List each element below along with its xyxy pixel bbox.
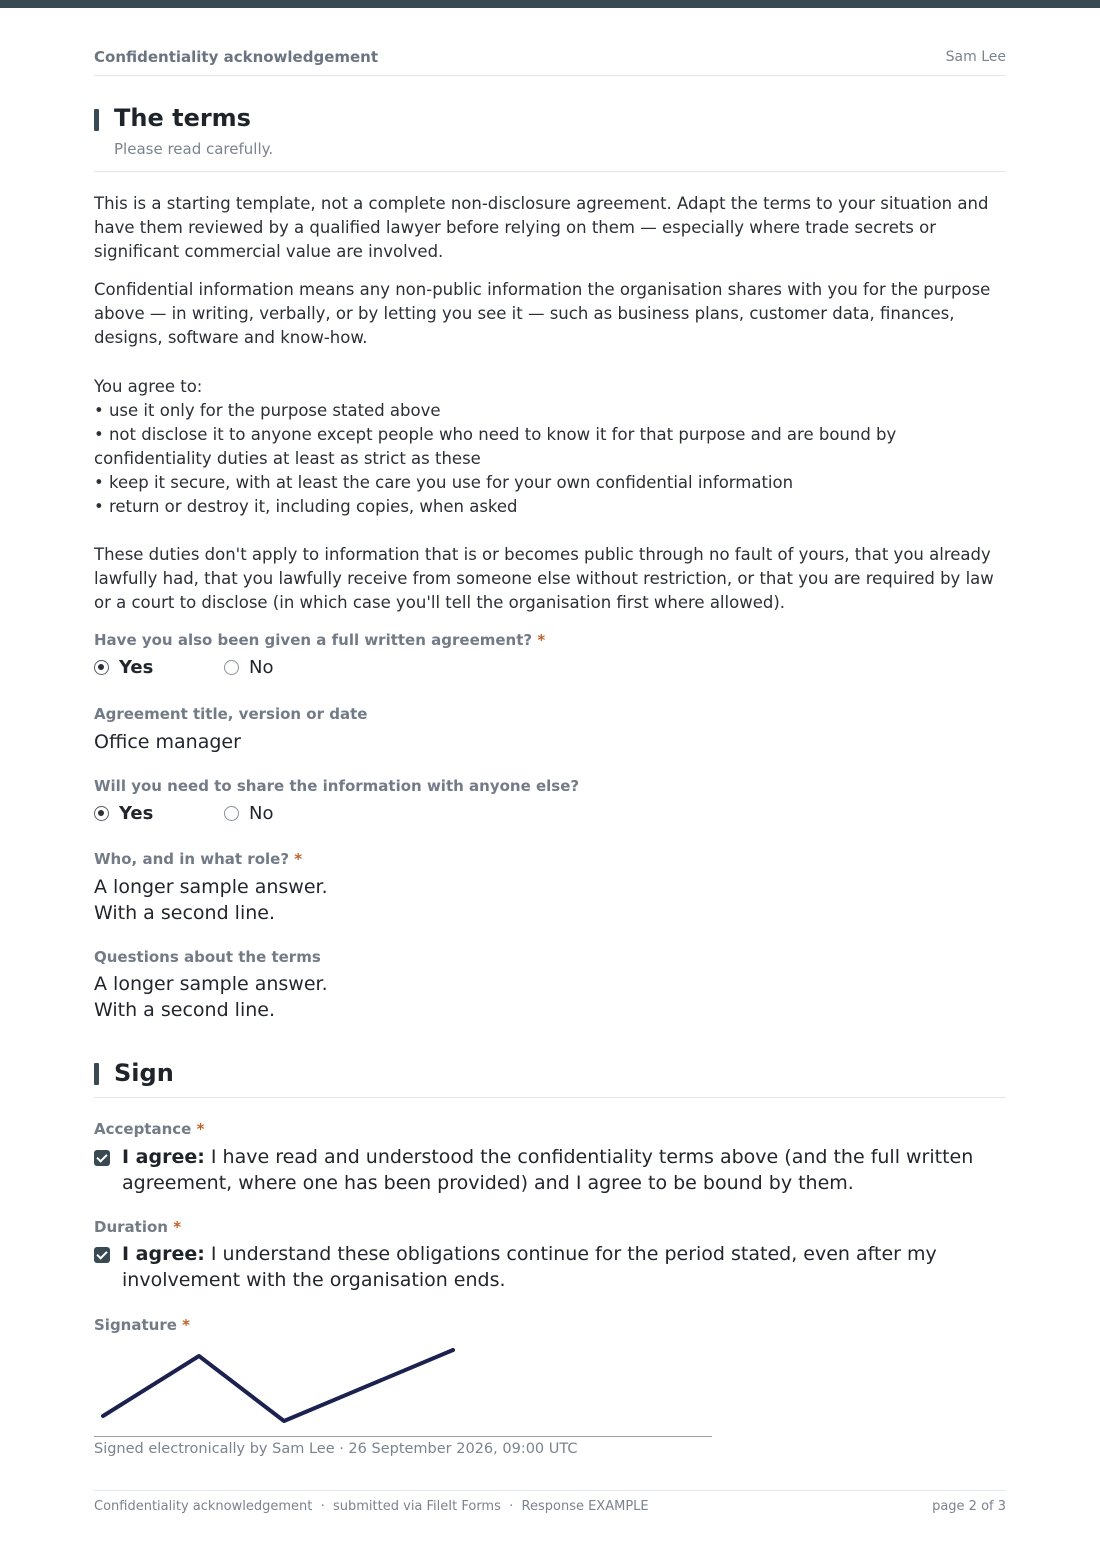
terms-definition: Confidential information means any non-public information the organisation shares with you for the purpose above — in writing, verbally, or by letting you see it — such as business plans, customer data, finances, designs, software and know-how. bbox=[94, 280, 991, 347]
question-label: Duration * bbox=[94, 1218, 182, 1236]
radio-label: Yes bbox=[119, 656, 154, 678]
radio-selected-icon bbox=[94, 806, 109, 821]
radio-label: No bbox=[249, 802, 274, 824]
duration-text: I agree: I understand these obligations continue for the period stated, even after my involvement with the organisation ends. bbox=[122, 1243, 937, 1291]
checkbox-checked-icon[interactable] bbox=[94, 1247, 110, 1263]
signature-pad bbox=[94, 1340, 712, 1437]
footer-meta: Confidentiality acknowledgement · submitted via FileIt Forms · Response EXAMPLE bbox=[94, 1499, 649, 1514]
answer-value-line: With a second line. bbox=[94, 902, 275, 924]
question-label: Who, and in what role? * bbox=[94, 850, 303, 868]
checkbox-checked-icon[interactable] bbox=[94, 1150, 110, 1166]
radio-unselected-icon bbox=[224, 660, 239, 675]
radio-label: No bbox=[249, 656, 274, 678]
radio-option-no[interactable] bbox=[224, 801, 273, 825]
radio-option-yes[interactable] bbox=[94, 801, 153, 825]
question-label: Agreement title, version or date bbox=[94, 705, 368, 723]
terms-duty-item: • keep it secure, with at least the care you use for your own confidential information bbox=[94, 473, 794, 492]
section-marker bbox=[94, 109, 99, 131]
section-title: The terms bbox=[114, 104, 251, 132]
required-marker: * bbox=[182, 1316, 190, 1334]
answer-value-line: With a second line. bbox=[94, 999, 275, 1021]
radio-selected-icon bbox=[94, 660, 109, 675]
respondent-name: Sam Lee bbox=[945, 49, 1006, 65]
section-sign-header bbox=[94, 1056, 1006, 1098]
terms-intro: This is a starting template, not a complete non-disclosure agreement. Adapt the terms to your situation and have them reviewed by a qualified lawyer before relying on them — especially where trade secrets or significant commercial value are involved. bbox=[94, 194, 989, 261]
answer-value: Office manager bbox=[94, 731, 241, 753]
duration-checkbox-row[interactable] bbox=[94, 1241, 1006, 1295]
acceptance-checkbox-row[interactable] bbox=[94, 1144, 1006, 1198]
question-label: Will you need to share the information with anyone else? bbox=[94, 777, 580, 795]
required-marker: * bbox=[537, 631, 546, 649]
radio-option-yes[interactable] bbox=[94, 655, 153, 679]
section-marker bbox=[94, 1063, 99, 1085]
terms-duty-item: • use it only for the purpose stated above bbox=[94, 401, 441, 420]
section-subtitle: Please read carefully. bbox=[114, 140, 274, 158]
terms-exceptions: These duties don't apply to information that is or becomes public through no fault of yours, that you already lawfully had, that you lawfully receive from someone else without restriction, or that you are required by law or a court to disclose (in which case you'll tell the organisation first where allowed). bbox=[94, 545, 994, 612]
question-label: Acceptance * bbox=[94, 1120, 205, 1138]
page-number: page 2 of 3 bbox=[932, 1499, 1006, 1514]
terms-duty-item: • not disclose it to anyone except people who need to know it for that purpose and are bound by confidentiality duties at least as strict as these bbox=[94, 425, 897, 468]
required-marker: * bbox=[173, 1218, 182, 1236]
terms-agree-heading: You agree to: bbox=[94, 377, 203, 396]
question-label: Signature * bbox=[94, 1316, 190, 1334]
signature-drawing bbox=[94, 1340, 712, 1437]
answer-value-line: A longer sample answer. bbox=[94, 973, 328, 995]
signature-caption: Signed electronically by Sam Lee · 26 September 2026, 09:00 UTC bbox=[94, 1441, 578, 1457]
answer-value-line: A longer sample answer. bbox=[94, 876, 328, 898]
acceptance-text: I agree: I have read and understood the confidentiality terms above (and the full written agreement, where one has been provided) and I agree to be bound by them. bbox=[122, 1146, 974, 1194]
radio-option-no[interactable] bbox=[224, 655, 273, 679]
form-title: Confidentiality acknowledgement bbox=[94, 48, 379, 66]
required-marker: * bbox=[196, 1120, 205, 1138]
question-label: Questions about the terms bbox=[94, 948, 321, 966]
required-marker: * bbox=[294, 850, 303, 868]
radio-group-full-agreement bbox=[94, 655, 494, 679]
top-accent-bar bbox=[0, 0, 1100, 8]
terms-duty-item: • return or destroy it, including copies, when asked bbox=[94, 497, 518, 516]
question-label: Have you also been given a full written agreement? * bbox=[94, 631, 546, 649]
page-header bbox=[94, 48, 1006, 76]
section-title: Sign bbox=[114, 1059, 174, 1087]
radio-unselected-icon bbox=[224, 806, 239, 821]
section-terms-header bbox=[94, 100, 1006, 172]
radio-label: Yes bbox=[119, 802, 154, 824]
page-footer bbox=[94, 1490, 1006, 1520]
radio-group-share-info bbox=[94, 801, 494, 825]
signature-stroke bbox=[103, 1350, 453, 1421]
